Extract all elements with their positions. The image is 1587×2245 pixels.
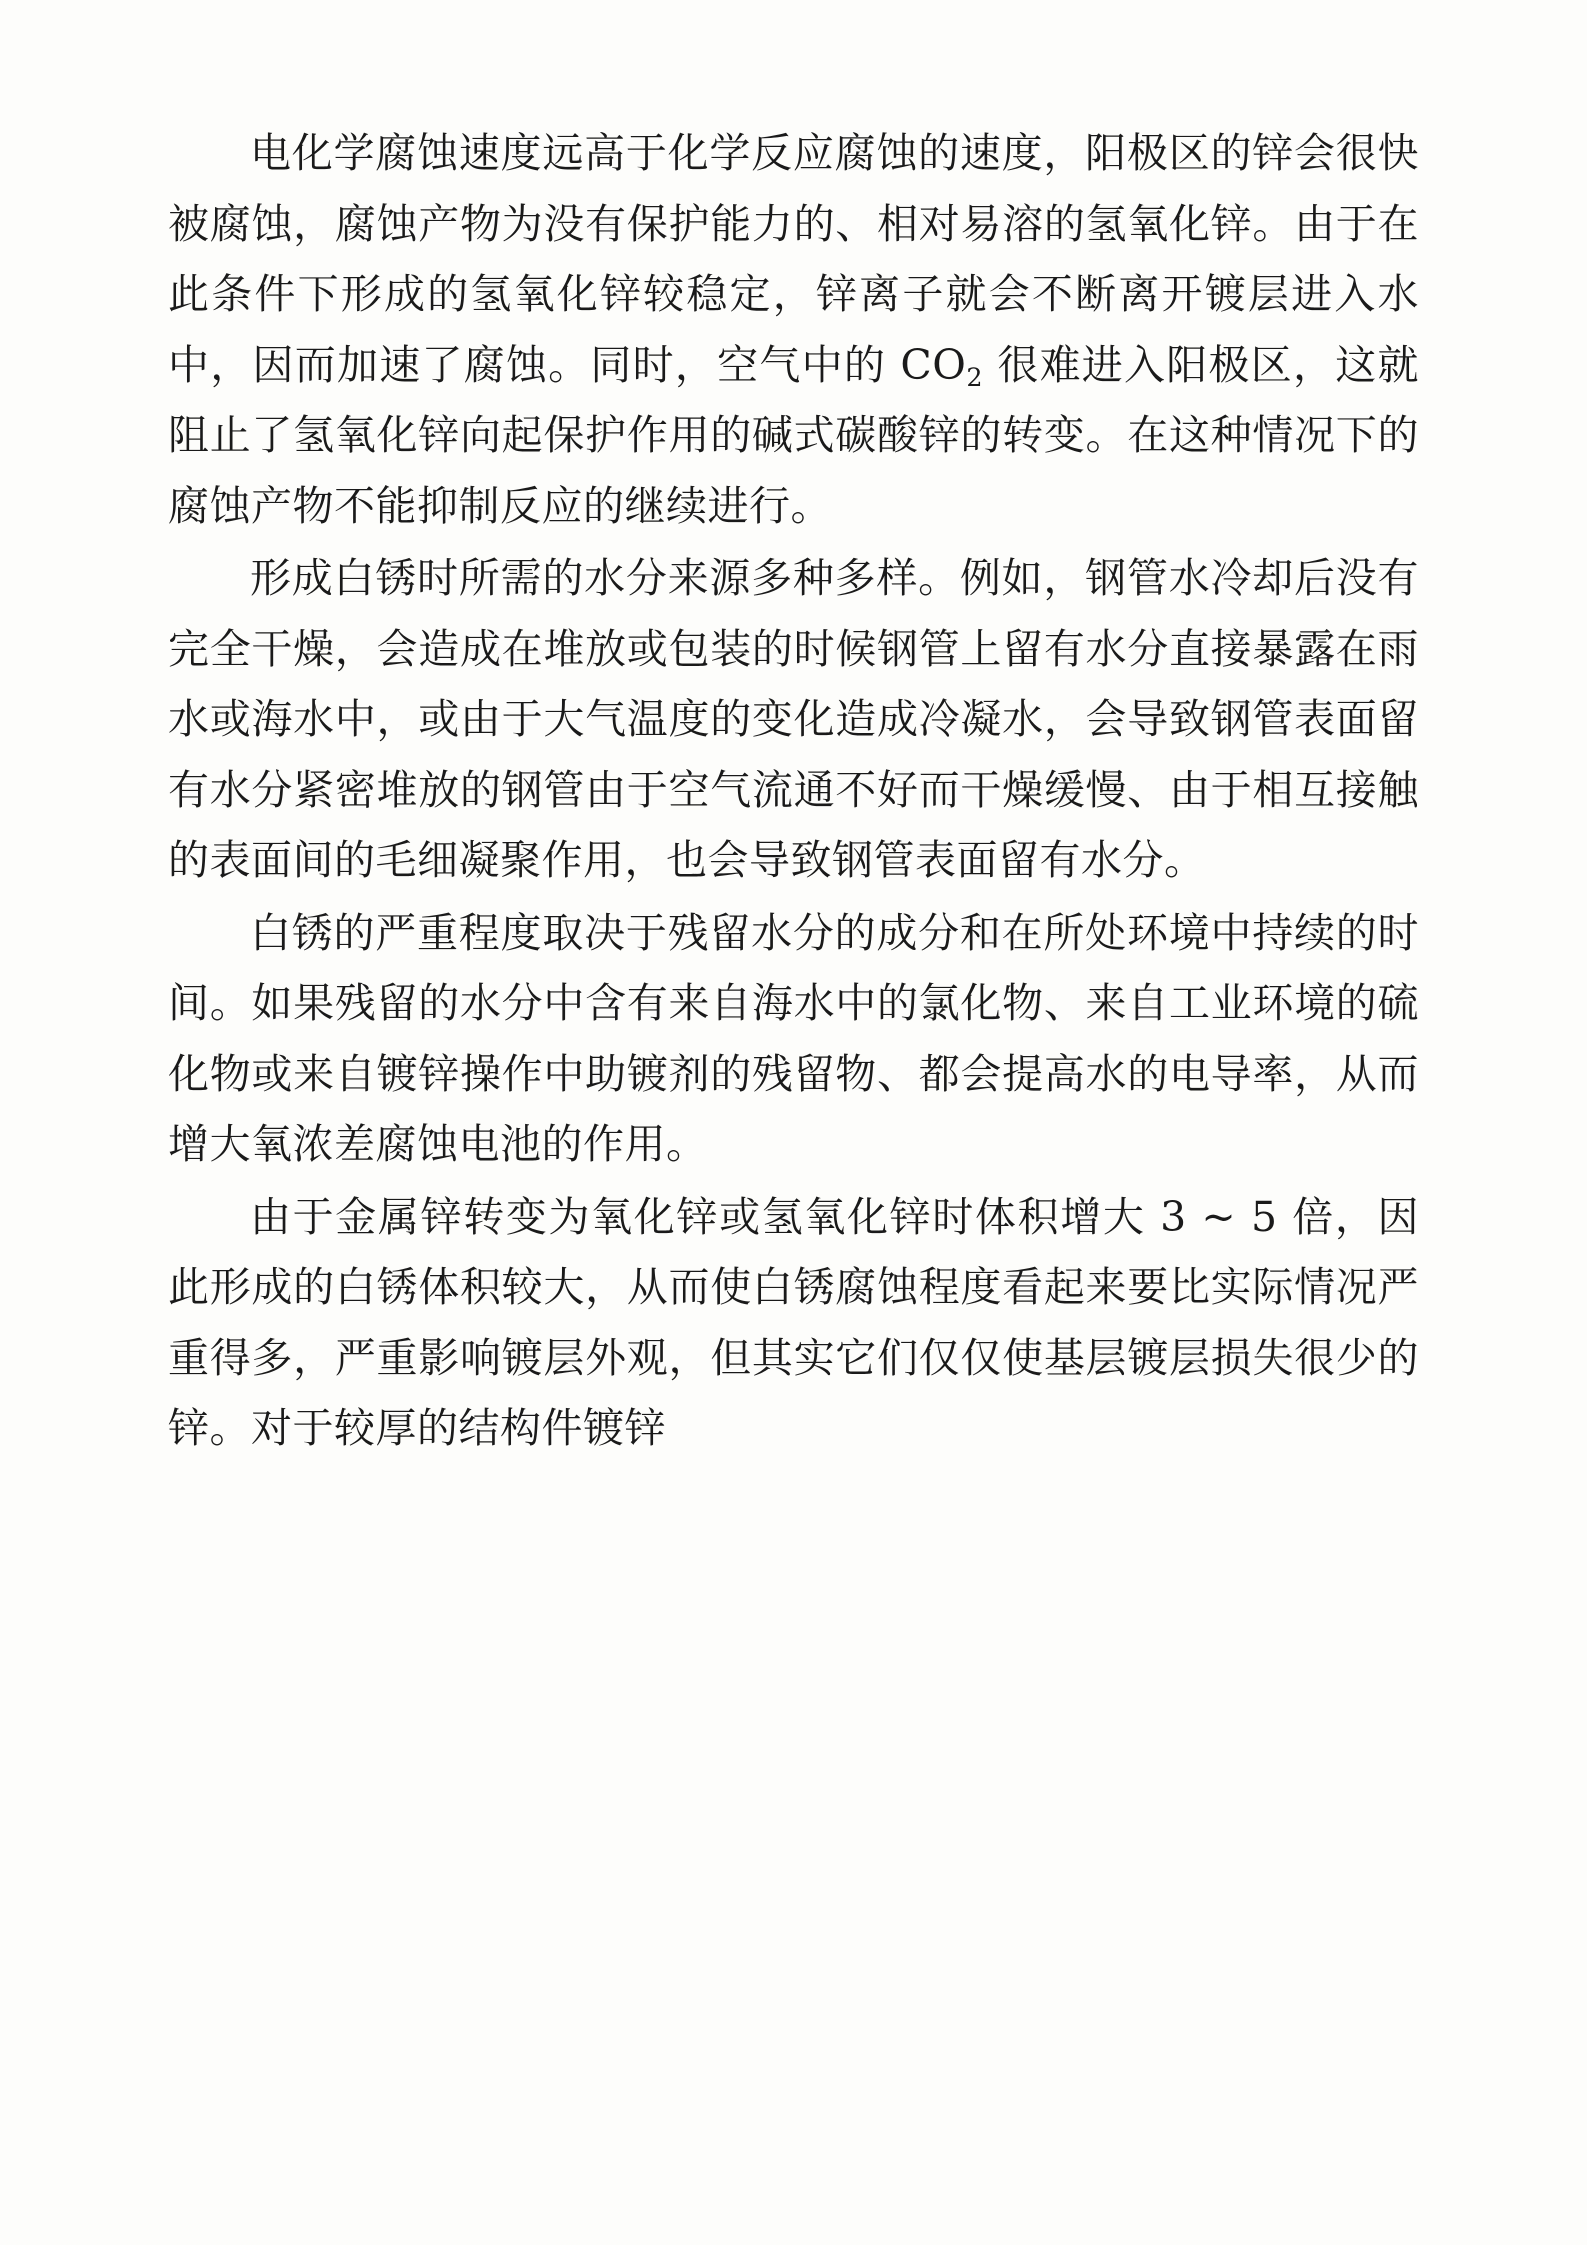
paragraph-text: 由于金属锌转变为氧化锌或氢氧化锌时体积增大 3 ~ 5 倍，因此形成的白锈体积较大，从而使白锈腐蚀程度看起来要比实际情况严重得多，严重影响镀层外观，但其实它们仅仅使基层镀层损失很少的锌。对于较厚的结构件镀锌 xyxy=(168,1192,1419,1453)
paragraph xyxy=(168,898,1419,1180)
paragraph xyxy=(168,118,1419,541)
document-body xyxy=(168,118,1419,1464)
paragraph xyxy=(168,543,1419,896)
paragraph-text: 白锈的严重程度取决于残留水分的成分和在所处环境中持续的时间。如果残留的水分中含有来自海水中的氯化物、来自工业环境的硫化物或来自镀锌操作中助镀剂的残留物、都会提高水的电导率，从而增大氧浓差腐蚀电池的作用。 xyxy=(168,908,1419,1169)
paragraph-text: 很难进入阳极区，这就阻止了氢氧化锌向起保护作用的碱式碳酸锌的转变。在这种情况下的腐蚀产物不能抑制反应的继续进行。 xyxy=(168,340,1419,530)
paragraph-text: 形成白锈时所需的水分来源多种多样。例如，钢管水冷却后没有完全干燥，会造成在堆放或包装的时候钢管上留有水分直接暴露在雨水或海水中，或由于大气温度的变化造成冷凝水，会导致钢管表面留有水分紧密堆放的钢管由于空气流通不好而干燥缓慢、由于相互接触的表面间的毛细凝聚作用，也会导致钢管表面留有水分。 xyxy=(168,554,1419,885)
paragraph xyxy=(168,1182,1419,1464)
paragraph-text: 电化学腐蚀速度远高于化学反应腐蚀的速度，阳极区的锌会很快被腐蚀，腐蚀产物为没有保护能力的、相对易溶的氢氧化锌。由于在此条件下形成的氢氧化锌较稳定，锌离子就会不断离开镀层进入水中，因而加速了腐蚀。同时，空气中的 CO xyxy=(168,129,1419,389)
subscript-text: 2 xyxy=(966,362,984,393)
